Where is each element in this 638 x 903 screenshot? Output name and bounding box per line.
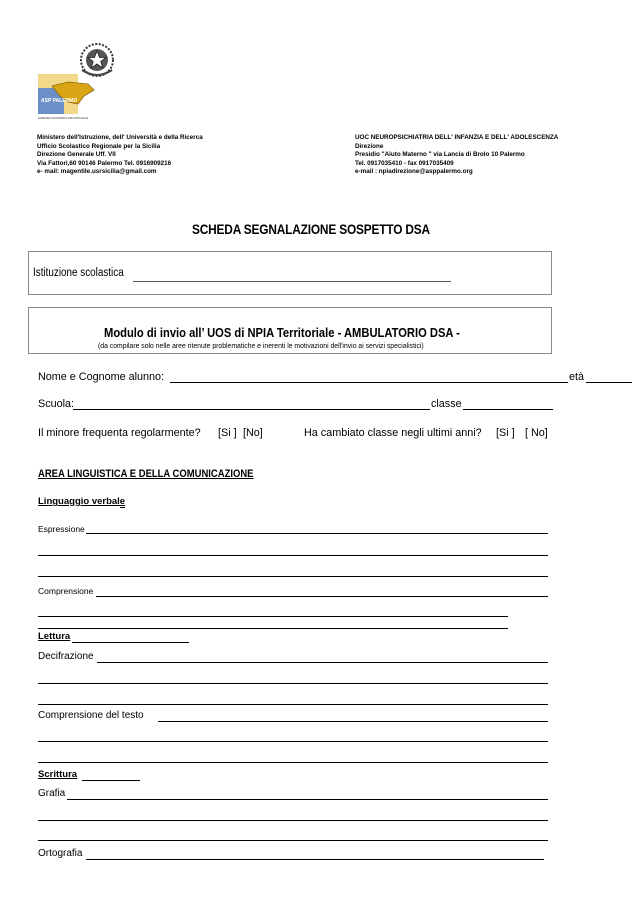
header-left-line: Direzione Generale Uff. VII — [37, 151, 116, 159]
comprensione-testo-field[interactable] — [158, 721, 548, 722]
espressione-line-3[interactable] — [38, 576, 548, 577]
header-right-line: UOC NEUROPSICHIATRIA DELL' INFANZIA E DELL' ADOLESCENZA — [355, 134, 559, 141]
modulo-title: Modulo di invio all’ UOS di NPIA Territoriale - AMBULATORIO DSA - — [104, 325, 460, 340]
comprensione-label: Comprensione — [38, 586, 94, 596]
comprensione-field[interactable] — [96, 596, 548, 597]
decifrazione-line-2[interactable] — [38, 683, 548, 684]
header-right-line: Tel. 0917035410 - fax 0917035409 — [355, 159, 454, 167]
decifrazione-field[interactable] — [97, 662, 548, 663]
nome-label: Nome e Cognome alunno: — [38, 371, 165, 383]
lettura-underline-tail — [72, 642, 189, 643]
header-left-line: Ministero dell'Istruzione, dell' Università e della Ricerca — [37, 134, 203, 141]
cambiato-question: Ha cambiato classe negli ultimi anni? — [304, 427, 482, 439]
espressione-line-2[interactable] — [38, 555, 548, 556]
asp-palermo-logo — [38, 74, 96, 120]
espressione-field[interactable] — [86, 533, 548, 534]
frequenta-no-option[interactable]: [No] — [243, 427, 263, 439]
asp-logo-text: ASP PALERMO — [41, 98, 78, 104]
eta-label: età — [569, 371, 585, 383]
eta-field[interactable] — [586, 382, 632, 383]
asp-logo-sub: AZIENDA SANITARIA PROVINCIALE — [38, 116, 89, 120]
header-left-line: Via Fattori,60 90146 Palermo Tel. 0916909216 — [37, 159, 172, 167]
header-right-line: Presidio "Aiuto Materno " via Lancia di Brolo 10 Palermo — [355, 151, 525, 159]
grafia-field[interactable] — [67, 799, 548, 800]
header-left-line: e- mail: magentile.usrsicilia@gmail.com — [37, 168, 157, 176]
lettura-heading-text: Lettura — [38, 631, 71, 642]
cambiato-si-option[interactable]: [Si ] — [496, 427, 515, 439]
ortografia-field[interactable] — [86, 859, 544, 860]
decifrazione-line-3[interactable] — [38, 704, 548, 705]
scuola-label: Scuola: — [38, 398, 75, 410]
modulo-box — [28, 307, 552, 354]
istituzione-field[interactable] — [133, 281, 451, 282]
area-title — [38, 468, 289, 480]
cambiato-no-option[interactable]: [ No] — [525, 427, 548, 439]
header-right — [355, 134, 558, 177]
grafia-line-2[interactable] — [38, 820, 548, 821]
istituzione-box — [28, 251, 552, 295]
classe-label: classe — [431, 398, 462, 410]
comprensione-line-2[interactable] — [38, 616, 508, 617]
header-right-line: e-mail : npiadirezione@asppalermo.org — [355, 168, 473, 176]
lettura-heading — [38, 631, 70, 642]
header-left — [37, 134, 203, 177]
frequenta-question: Il minore frequenta regolarmente? — [38, 427, 201, 439]
classe-field[interactable] — [463, 409, 553, 410]
linguaggio-heading — [38, 496, 125, 507]
comprensione-testo-line-3[interactable] — [38, 762, 548, 763]
grafia-label: Grafia — [38, 788, 66, 799]
istituzione-label: Istituzione scolastica — [33, 267, 124, 279]
scuola-field[interactable] — [73, 409, 430, 410]
comprensione-line-3[interactable] — [38, 628, 508, 629]
scrittura-underline-tail — [82, 780, 140, 781]
grafia-line-3[interactable] — [38, 840, 548, 841]
comprensione-testo-label: Comprensione del testo — [38, 710, 144, 721]
header-right-line: Direzione — [355, 142, 384, 150]
scrittura-heading — [38, 769, 77, 780]
nome-field[interactable] — [170, 382, 568, 383]
decifrazione-label: Decifrazione — [38, 651, 94, 662]
page-title: SCHEDA SEGNALAZIONE SOSPETTO DSA — [192, 222, 430, 237]
area-title-text: AREA LINGUISTICA E DELLA COMUNICAZIONE — [38, 468, 254, 480]
linguaggio-underline-tail — [120, 507, 125, 508]
scrittura-heading-text: Scrittura — [38, 769, 78, 780]
frequenta-si-option[interactable]: [Si ] — [218, 427, 237, 439]
comprensione-testo-line-2[interactable] — [38, 741, 548, 742]
header-left-line: Ufficio Scolastico Regionale per la Sicilia — [37, 142, 161, 150]
modulo-note: (da compilare solo nelle aree ritenute problematiche e inerenti le motivazioni dell'invio ai servizi specialistici) — [98, 341, 424, 350]
linguaggio-heading-text: Linguaggio verbale — [38, 496, 126, 507]
espressione-label: Espressione — [38, 524, 85, 534]
ortografia-label: Ortografia — [38, 848, 83, 859]
